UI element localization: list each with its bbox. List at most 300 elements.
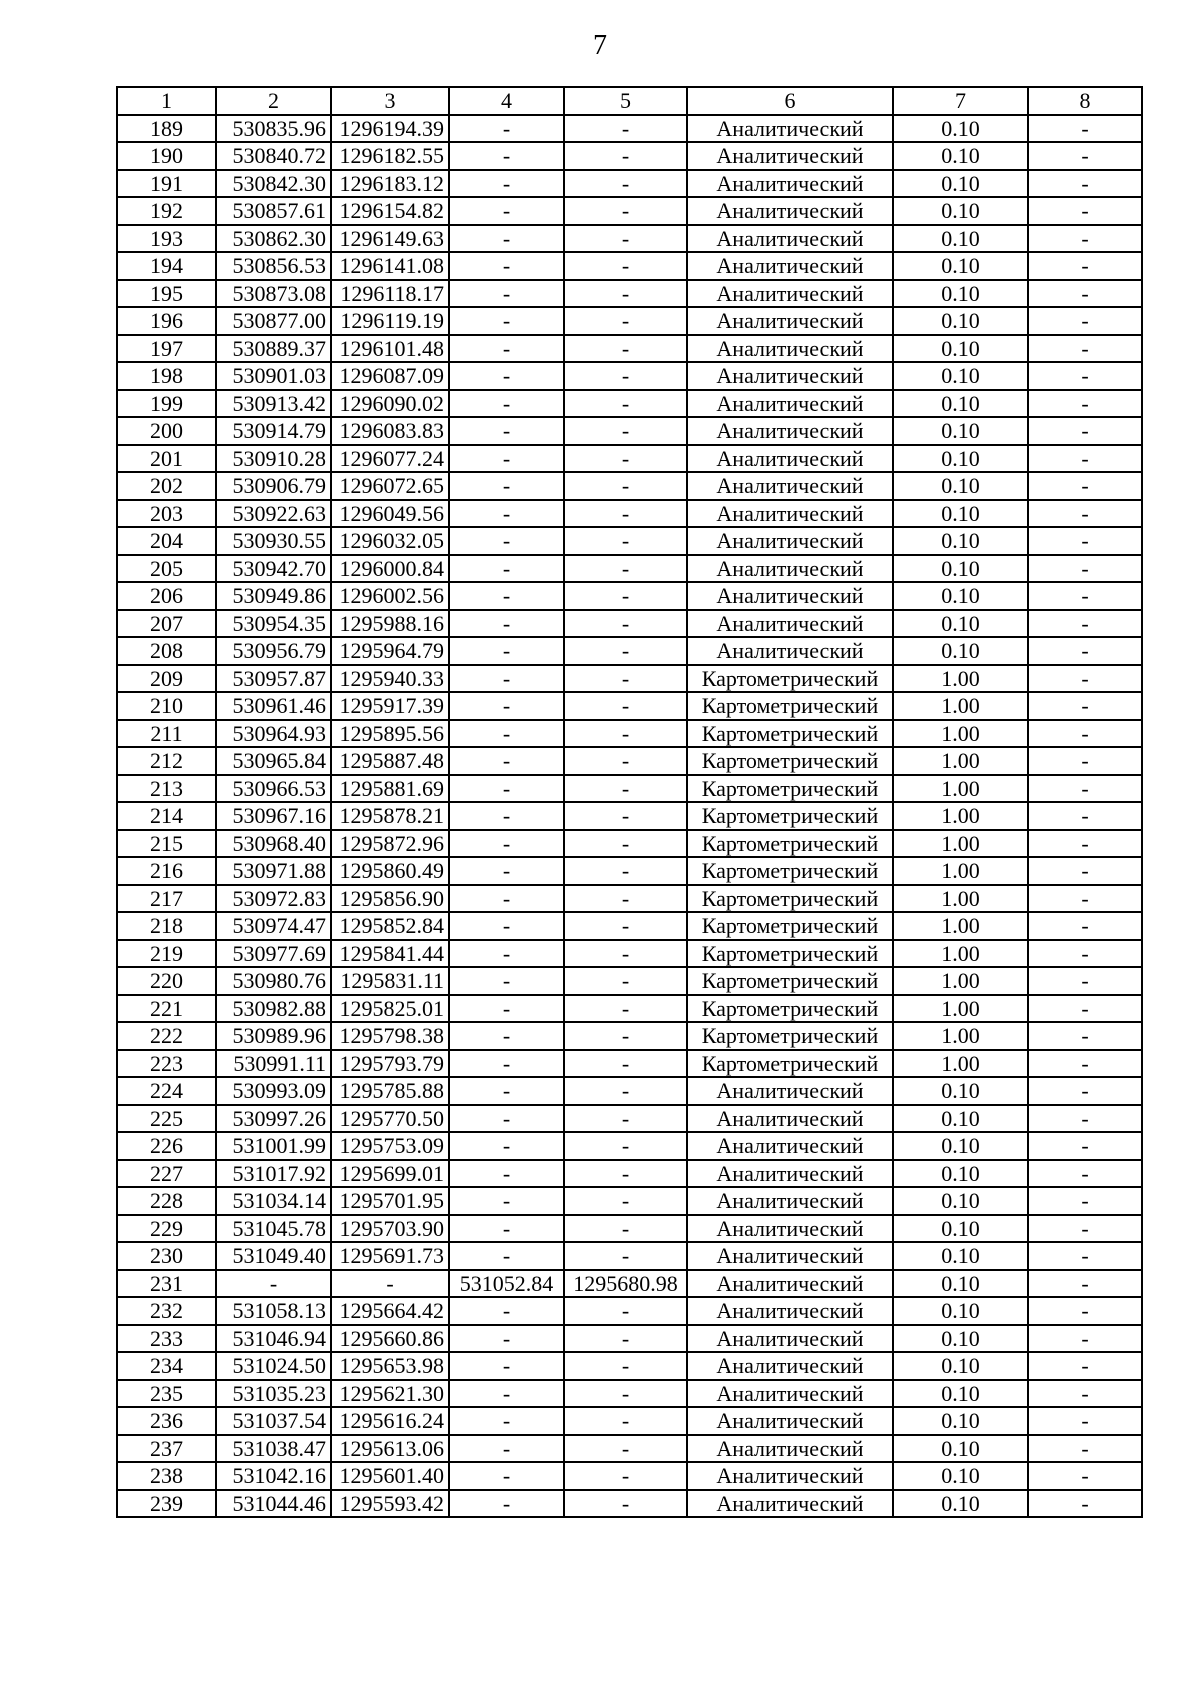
point-number-cell: 232	[117, 1297, 216, 1325]
point-number-cell: 214	[117, 802, 216, 830]
y-new-cell: -	[564, 307, 687, 335]
point-number-cell: 197	[117, 335, 216, 363]
x-cell: 530913.42	[216, 390, 331, 418]
x-new-cell: -	[449, 1050, 564, 1078]
point-number-cell: 230	[117, 1242, 216, 1270]
y-new-cell: -	[564, 1325, 687, 1353]
point-number-cell: 223	[117, 1050, 216, 1078]
x-new-cell: -	[449, 555, 564, 583]
accuracy-cell: 0.10	[893, 390, 1028, 418]
method-cell: Аналитический	[687, 1215, 893, 1243]
accuracy-cell: 1.00	[893, 665, 1028, 693]
point-number-cell: 238	[117, 1462, 216, 1490]
accuracy-cell: 0.10	[893, 115, 1028, 143]
x-cell: 530989.96	[216, 1022, 331, 1050]
y-cell: 1296119.19	[331, 307, 449, 335]
table-row	[117, 940, 1142, 968]
x-cell: 531017.92	[216, 1160, 331, 1188]
x-cell: 530877.00	[216, 307, 331, 335]
table-row	[117, 582, 1142, 610]
x-new-cell: -	[449, 1407, 564, 1435]
x-new-cell: -	[449, 417, 564, 445]
y-cell: 1295940.33	[331, 665, 449, 693]
y-cell: 1295881.69	[331, 775, 449, 803]
y-cell: 1296002.56	[331, 582, 449, 610]
y-cell: 1295703.90	[331, 1215, 449, 1243]
x-cell: 531037.54	[216, 1407, 331, 1435]
method-cell: Аналитический	[687, 1490, 893, 1518]
x-cell: 530906.79	[216, 472, 331, 500]
table-row	[117, 1352, 1142, 1380]
accuracy-cell: 0.10	[893, 1242, 1028, 1270]
method-cell: Аналитический	[687, 1270, 893, 1298]
note-cell: -	[1028, 610, 1142, 638]
x-cell: 531042.16	[216, 1462, 331, 1490]
point-number-cell: 239	[117, 1490, 216, 1518]
x-new-cell: -	[449, 940, 564, 968]
point-number-cell: 189	[117, 115, 216, 143]
y-cell: 1296077.24	[331, 445, 449, 473]
note-cell: -	[1028, 472, 1142, 500]
x-new-cell: -	[449, 1325, 564, 1353]
note-cell: -	[1028, 995, 1142, 1023]
accuracy-cell: 0.10	[893, 637, 1028, 665]
x-new-cell: -	[449, 1105, 564, 1133]
y-cell: 1295872.96	[331, 830, 449, 858]
point-number-cell: 221	[117, 995, 216, 1023]
x-cell: 530982.88	[216, 995, 331, 1023]
point-number-cell: 192	[117, 197, 216, 225]
point-number-cell: 204	[117, 527, 216, 555]
table-row	[117, 830, 1142, 858]
y-cell: 1296000.84	[331, 555, 449, 583]
column-header: 4	[449, 87, 564, 115]
x-new-cell: -	[449, 1462, 564, 1490]
method-cell: Аналитический	[687, 170, 893, 198]
note-cell: -	[1028, 1132, 1142, 1160]
y-cell: 1296118.17	[331, 280, 449, 308]
y-new-cell: -	[564, 912, 687, 940]
table-row	[117, 1242, 1142, 1270]
point-number-cell: 211	[117, 720, 216, 748]
y-cell: 1295878.21	[331, 802, 449, 830]
y-new-cell: -	[564, 472, 687, 500]
y-cell: 1295660.86	[331, 1325, 449, 1353]
x-new-cell: -	[449, 1132, 564, 1160]
x-new-cell: -	[449, 1187, 564, 1215]
x-cell: 530972.83	[216, 885, 331, 913]
point-number-cell: 222	[117, 1022, 216, 1050]
y-cell: 1295785.88	[331, 1077, 449, 1105]
y-new-cell: -	[564, 1352, 687, 1380]
note-cell: -	[1028, 1407, 1142, 1435]
accuracy-cell: 1.00	[893, 857, 1028, 885]
note-cell: -	[1028, 692, 1142, 720]
y-cell: 1295964.79	[331, 637, 449, 665]
x-new-cell: -	[449, 390, 564, 418]
note-cell: -	[1028, 252, 1142, 280]
method-cell: Аналитический	[687, 280, 893, 308]
y-new-cell: -	[564, 390, 687, 418]
y-cell: 1296182.55	[331, 142, 449, 170]
y-new-cell: -	[564, 1105, 687, 1133]
y-new-cell: -	[564, 335, 687, 363]
note-cell: -	[1028, 1022, 1142, 1050]
y-new-cell: -	[564, 802, 687, 830]
note-cell: -	[1028, 1462, 1142, 1490]
x-new-cell: 531052.84	[449, 1270, 564, 1298]
table-row	[117, 1050, 1142, 1078]
x-cell: 530974.47	[216, 912, 331, 940]
coordinates-table	[116, 86, 1143, 1518]
note-cell: -	[1028, 417, 1142, 445]
x-new-cell: -	[449, 170, 564, 198]
accuracy-cell: 1.00	[893, 775, 1028, 803]
note-cell: -	[1028, 1242, 1142, 1270]
x-cell: 530942.70	[216, 555, 331, 583]
table-row	[117, 1160, 1142, 1188]
point-number-cell: 202	[117, 472, 216, 500]
method-cell: Аналитический	[687, 555, 893, 583]
accuracy-cell: 1.00	[893, 995, 1028, 1023]
x-cell: -	[216, 1270, 331, 1298]
column-header: 5	[564, 87, 687, 115]
x-new-cell: -	[449, 967, 564, 995]
point-number-cell: 219	[117, 940, 216, 968]
point-number-cell: 190	[117, 142, 216, 170]
x-cell: 531034.14	[216, 1187, 331, 1215]
column-header: 2	[216, 87, 331, 115]
y-cell: 1295621.30	[331, 1380, 449, 1408]
x-new-cell: -	[449, 1352, 564, 1380]
table-row	[117, 197, 1142, 225]
y-cell: 1296183.12	[331, 170, 449, 198]
table-header-row	[117, 87, 1142, 115]
x-cell: 530949.86	[216, 582, 331, 610]
x-new-cell: -	[449, 1242, 564, 1270]
y-cell: 1295841.44	[331, 940, 449, 968]
y-new-cell: -	[564, 1297, 687, 1325]
method-cell: Картометрический	[687, 885, 893, 913]
x-new-cell: -	[449, 692, 564, 720]
table-row	[117, 775, 1142, 803]
point-number-cell: 201	[117, 445, 216, 473]
x-new-cell: -	[449, 142, 564, 170]
point-number-cell: 217	[117, 885, 216, 913]
note-cell: -	[1028, 940, 1142, 968]
method-cell: Аналитический	[687, 610, 893, 638]
y-new-cell: -	[564, 362, 687, 390]
table-row	[117, 1380, 1142, 1408]
point-number-cell: 208	[117, 637, 216, 665]
method-cell: Аналитический	[687, 472, 893, 500]
y-new-cell: -	[564, 555, 687, 583]
note-cell: -	[1028, 390, 1142, 418]
x-new-cell: -	[449, 115, 564, 143]
y-cell: 1295917.39	[331, 692, 449, 720]
note-cell: -	[1028, 335, 1142, 363]
table-row	[117, 472, 1142, 500]
method-cell: Аналитический	[687, 1297, 893, 1325]
y-cell: 1296032.05	[331, 527, 449, 555]
note-cell: -	[1028, 170, 1142, 198]
table-row	[117, 1187, 1142, 1215]
y-new-cell: -	[564, 280, 687, 308]
point-number-cell: 205	[117, 555, 216, 583]
accuracy-cell: 1.00	[893, 830, 1028, 858]
y-cell: 1295856.90	[331, 885, 449, 913]
x-new-cell: -	[449, 802, 564, 830]
note-cell: -	[1028, 582, 1142, 610]
y-new-cell: -	[564, 115, 687, 143]
point-number-cell: 236	[117, 1407, 216, 1435]
column-header: 1	[117, 87, 216, 115]
method-cell: Аналитический	[687, 142, 893, 170]
method-cell: Картометрический	[687, 995, 893, 1023]
note-cell: -	[1028, 637, 1142, 665]
x-cell: 530993.09	[216, 1077, 331, 1105]
y-new-cell: -	[564, 142, 687, 170]
table-row	[117, 225, 1142, 253]
y-new-cell: -	[564, 252, 687, 280]
note-cell: -	[1028, 1380, 1142, 1408]
y-cell: 1295895.56	[331, 720, 449, 748]
x-new-cell: -	[449, 252, 564, 280]
x-new-cell: -	[449, 197, 564, 225]
note-cell: -	[1028, 527, 1142, 555]
column-header: 3	[331, 87, 449, 115]
accuracy-cell: 0.10	[893, 1352, 1028, 1380]
x-cell: 530840.72	[216, 142, 331, 170]
point-number-cell: 200	[117, 417, 216, 445]
note-cell: -	[1028, 885, 1142, 913]
note-cell: -	[1028, 1050, 1142, 1078]
accuracy-cell: 0.10	[893, 1132, 1028, 1160]
method-cell: Картометрический	[687, 857, 893, 885]
accuracy-cell: 0.10	[893, 1462, 1028, 1490]
method-cell: Аналитический	[687, 307, 893, 335]
note-cell: -	[1028, 665, 1142, 693]
column-header: 8	[1028, 87, 1142, 115]
accuracy-cell: 1.00	[893, 967, 1028, 995]
y-cell: 1296049.56	[331, 500, 449, 528]
method-cell: Аналитический	[687, 1132, 893, 1160]
method-cell: Картометрический	[687, 1022, 893, 1050]
accuracy-cell: 1.00	[893, 1050, 1028, 1078]
x-new-cell: -	[449, 857, 564, 885]
x-new-cell: -	[449, 610, 564, 638]
method-cell: Аналитический	[687, 637, 893, 665]
method-cell: Аналитический	[687, 1077, 893, 1105]
note-cell: -	[1028, 1325, 1142, 1353]
table-row	[117, 610, 1142, 638]
table-row	[117, 857, 1142, 885]
method-cell: Аналитический	[687, 390, 893, 418]
method-cell: Аналитический	[687, 252, 893, 280]
x-cell: 531044.46	[216, 1490, 331, 1518]
method-cell: Аналитический	[687, 1160, 893, 1188]
table-row	[117, 115, 1142, 143]
x-new-cell: -	[449, 1490, 564, 1518]
x-new-cell: -	[449, 775, 564, 803]
y-cell: 1296083.83	[331, 417, 449, 445]
x-cell: 530922.63	[216, 500, 331, 528]
accuracy-cell: 0.10	[893, 1297, 1028, 1325]
x-cell: 530964.93	[216, 720, 331, 748]
x-new-cell: -	[449, 527, 564, 555]
method-cell: Аналитический	[687, 582, 893, 610]
accuracy-cell: 0.10	[893, 252, 1028, 280]
point-number-cell: 235	[117, 1380, 216, 1408]
accuracy-cell: 1.00	[893, 912, 1028, 940]
accuracy-cell: 0.10	[893, 280, 1028, 308]
method-cell: Картометрический	[687, 967, 893, 995]
method-cell: Аналитический	[687, 1380, 893, 1408]
method-cell: Картометрический	[687, 912, 893, 940]
y-new-cell: -	[564, 775, 687, 803]
y-cell: -	[331, 1270, 449, 1298]
x-new-cell: -	[449, 1022, 564, 1050]
table-row	[117, 142, 1142, 170]
x-new-cell: -	[449, 280, 564, 308]
table-row	[117, 1490, 1142, 1518]
accuracy-cell: 1.00	[893, 940, 1028, 968]
x-new-cell: -	[449, 1297, 564, 1325]
point-number-cell: 206	[117, 582, 216, 610]
table-row	[117, 280, 1142, 308]
point-number-cell: 198	[117, 362, 216, 390]
accuracy-cell: 0.10	[893, 582, 1028, 610]
x-cell: 530914.79	[216, 417, 331, 445]
table-row	[117, 1270, 1142, 1298]
accuracy-cell: 0.10	[893, 1435, 1028, 1463]
y-cell: 1295798.38	[331, 1022, 449, 1050]
method-cell: Аналитический	[687, 445, 893, 473]
accuracy-cell: 0.10	[893, 1187, 1028, 1215]
y-new-cell: -	[564, 1022, 687, 1050]
note-cell: -	[1028, 1160, 1142, 1188]
y-new-cell: 1295680.98	[564, 1270, 687, 1298]
method-cell: Аналитический	[687, 1352, 893, 1380]
x-cell: 530977.69	[216, 940, 331, 968]
y-cell: 1295825.01	[331, 995, 449, 1023]
point-number-cell: 218	[117, 912, 216, 940]
point-number-cell: 209	[117, 665, 216, 693]
method-cell: Аналитический	[687, 1242, 893, 1270]
note-cell: -	[1028, 500, 1142, 528]
x-new-cell: -	[449, 747, 564, 775]
accuracy-cell: 0.10	[893, 170, 1028, 198]
accuracy-cell: 1.00	[893, 802, 1028, 830]
y-new-cell: -	[564, 830, 687, 858]
method-cell: Аналитический	[687, 1462, 893, 1490]
x-cell: 530961.46	[216, 692, 331, 720]
note-cell: -	[1028, 1105, 1142, 1133]
y-cell: 1295793.79	[331, 1050, 449, 1078]
y-cell: 1296154.82	[331, 197, 449, 225]
accuracy-cell: 0.10	[893, 1160, 1028, 1188]
method-cell: Картометрический	[687, 1050, 893, 1078]
method-cell: Картометрический	[687, 692, 893, 720]
point-number-cell: 231	[117, 1270, 216, 1298]
accuracy-cell: 1.00	[893, 885, 1028, 913]
accuracy-cell: 0.10	[893, 1215, 1028, 1243]
y-new-cell: -	[564, 995, 687, 1023]
y-cell: 1295653.98	[331, 1352, 449, 1380]
x-cell: 531035.23	[216, 1380, 331, 1408]
accuracy-cell: 0.10	[893, 1077, 1028, 1105]
table-row	[117, 1435, 1142, 1463]
x-cell: 530889.37	[216, 335, 331, 363]
x-new-cell: -	[449, 225, 564, 253]
x-new-cell: -	[449, 472, 564, 500]
y-new-cell: -	[564, 1215, 687, 1243]
y-cell: 1296149.63	[331, 225, 449, 253]
accuracy-cell: 0.10	[893, 1105, 1028, 1133]
x-new-cell: -	[449, 1160, 564, 1188]
method-cell: Аналитический	[687, 225, 893, 253]
accuracy-cell: 0.10	[893, 527, 1028, 555]
y-new-cell: -	[564, 1380, 687, 1408]
accuracy-cell: 0.10	[893, 445, 1028, 473]
accuracy-cell: 0.10	[893, 197, 1028, 225]
point-number-cell: 193	[117, 225, 216, 253]
method-cell: Картометрический	[687, 775, 893, 803]
y-new-cell: -	[564, 665, 687, 693]
x-cell: 531024.50	[216, 1352, 331, 1380]
y-cell: 1295691.73	[331, 1242, 449, 1270]
method-cell: Картометрический	[687, 720, 893, 748]
note-cell: -	[1028, 555, 1142, 583]
table-row	[117, 1325, 1142, 1353]
y-new-cell: -	[564, 445, 687, 473]
note-cell: -	[1028, 1435, 1142, 1463]
x-cell: 530873.08	[216, 280, 331, 308]
x-cell: 531049.40	[216, 1242, 331, 1270]
column-header: 6	[687, 87, 893, 115]
note-cell: -	[1028, 1490, 1142, 1518]
y-new-cell: -	[564, 1407, 687, 1435]
y-cell: 1295770.50	[331, 1105, 449, 1133]
x-cell: 530997.26	[216, 1105, 331, 1133]
y-new-cell: -	[564, 637, 687, 665]
x-new-cell: -	[449, 665, 564, 693]
x-cell: 531038.47	[216, 1435, 331, 1463]
table-row	[117, 995, 1142, 1023]
point-number-cell: 227	[117, 1160, 216, 1188]
table-row	[117, 885, 1142, 913]
column-header: 7	[893, 87, 1028, 115]
x-new-cell: -	[449, 582, 564, 610]
note-cell: -	[1028, 307, 1142, 335]
point-number-cell: 212	[117, 747, 216, 775]
point-number-cell: 216	[117, 857, 216, 885]
method-cell: Картометрический	[687, 802, 893, 830]
accuracy-cell: 1.00	[893, 1022, 1028, 1050]
y-new-cell: -	[564, 610, 687, 638]
y-new-cell: -	[564, 1077, 687, 1105]
accuracy-cell: 1.00	[893, 692, 1028, 720]
y-cell: 1295852.84	[331, 912, 449, 940]
x-cell: 530930.55	[216, 527, 331, 555]
method-cell: Картометрический	[687, 940, 893, 968]
table-row	[117, 1462, 1142, 1490]
x-new-cell: -	[449, 445, 564, 473]
x-new-cell: -	[449, 720, 564, 748]
y-cell: 1295613.06	[331, 1435, 449, 1463]
method-cell: Аналитический	[687, 197, 893, 225]
table-row	[117, 1077, 1142, 1105]
